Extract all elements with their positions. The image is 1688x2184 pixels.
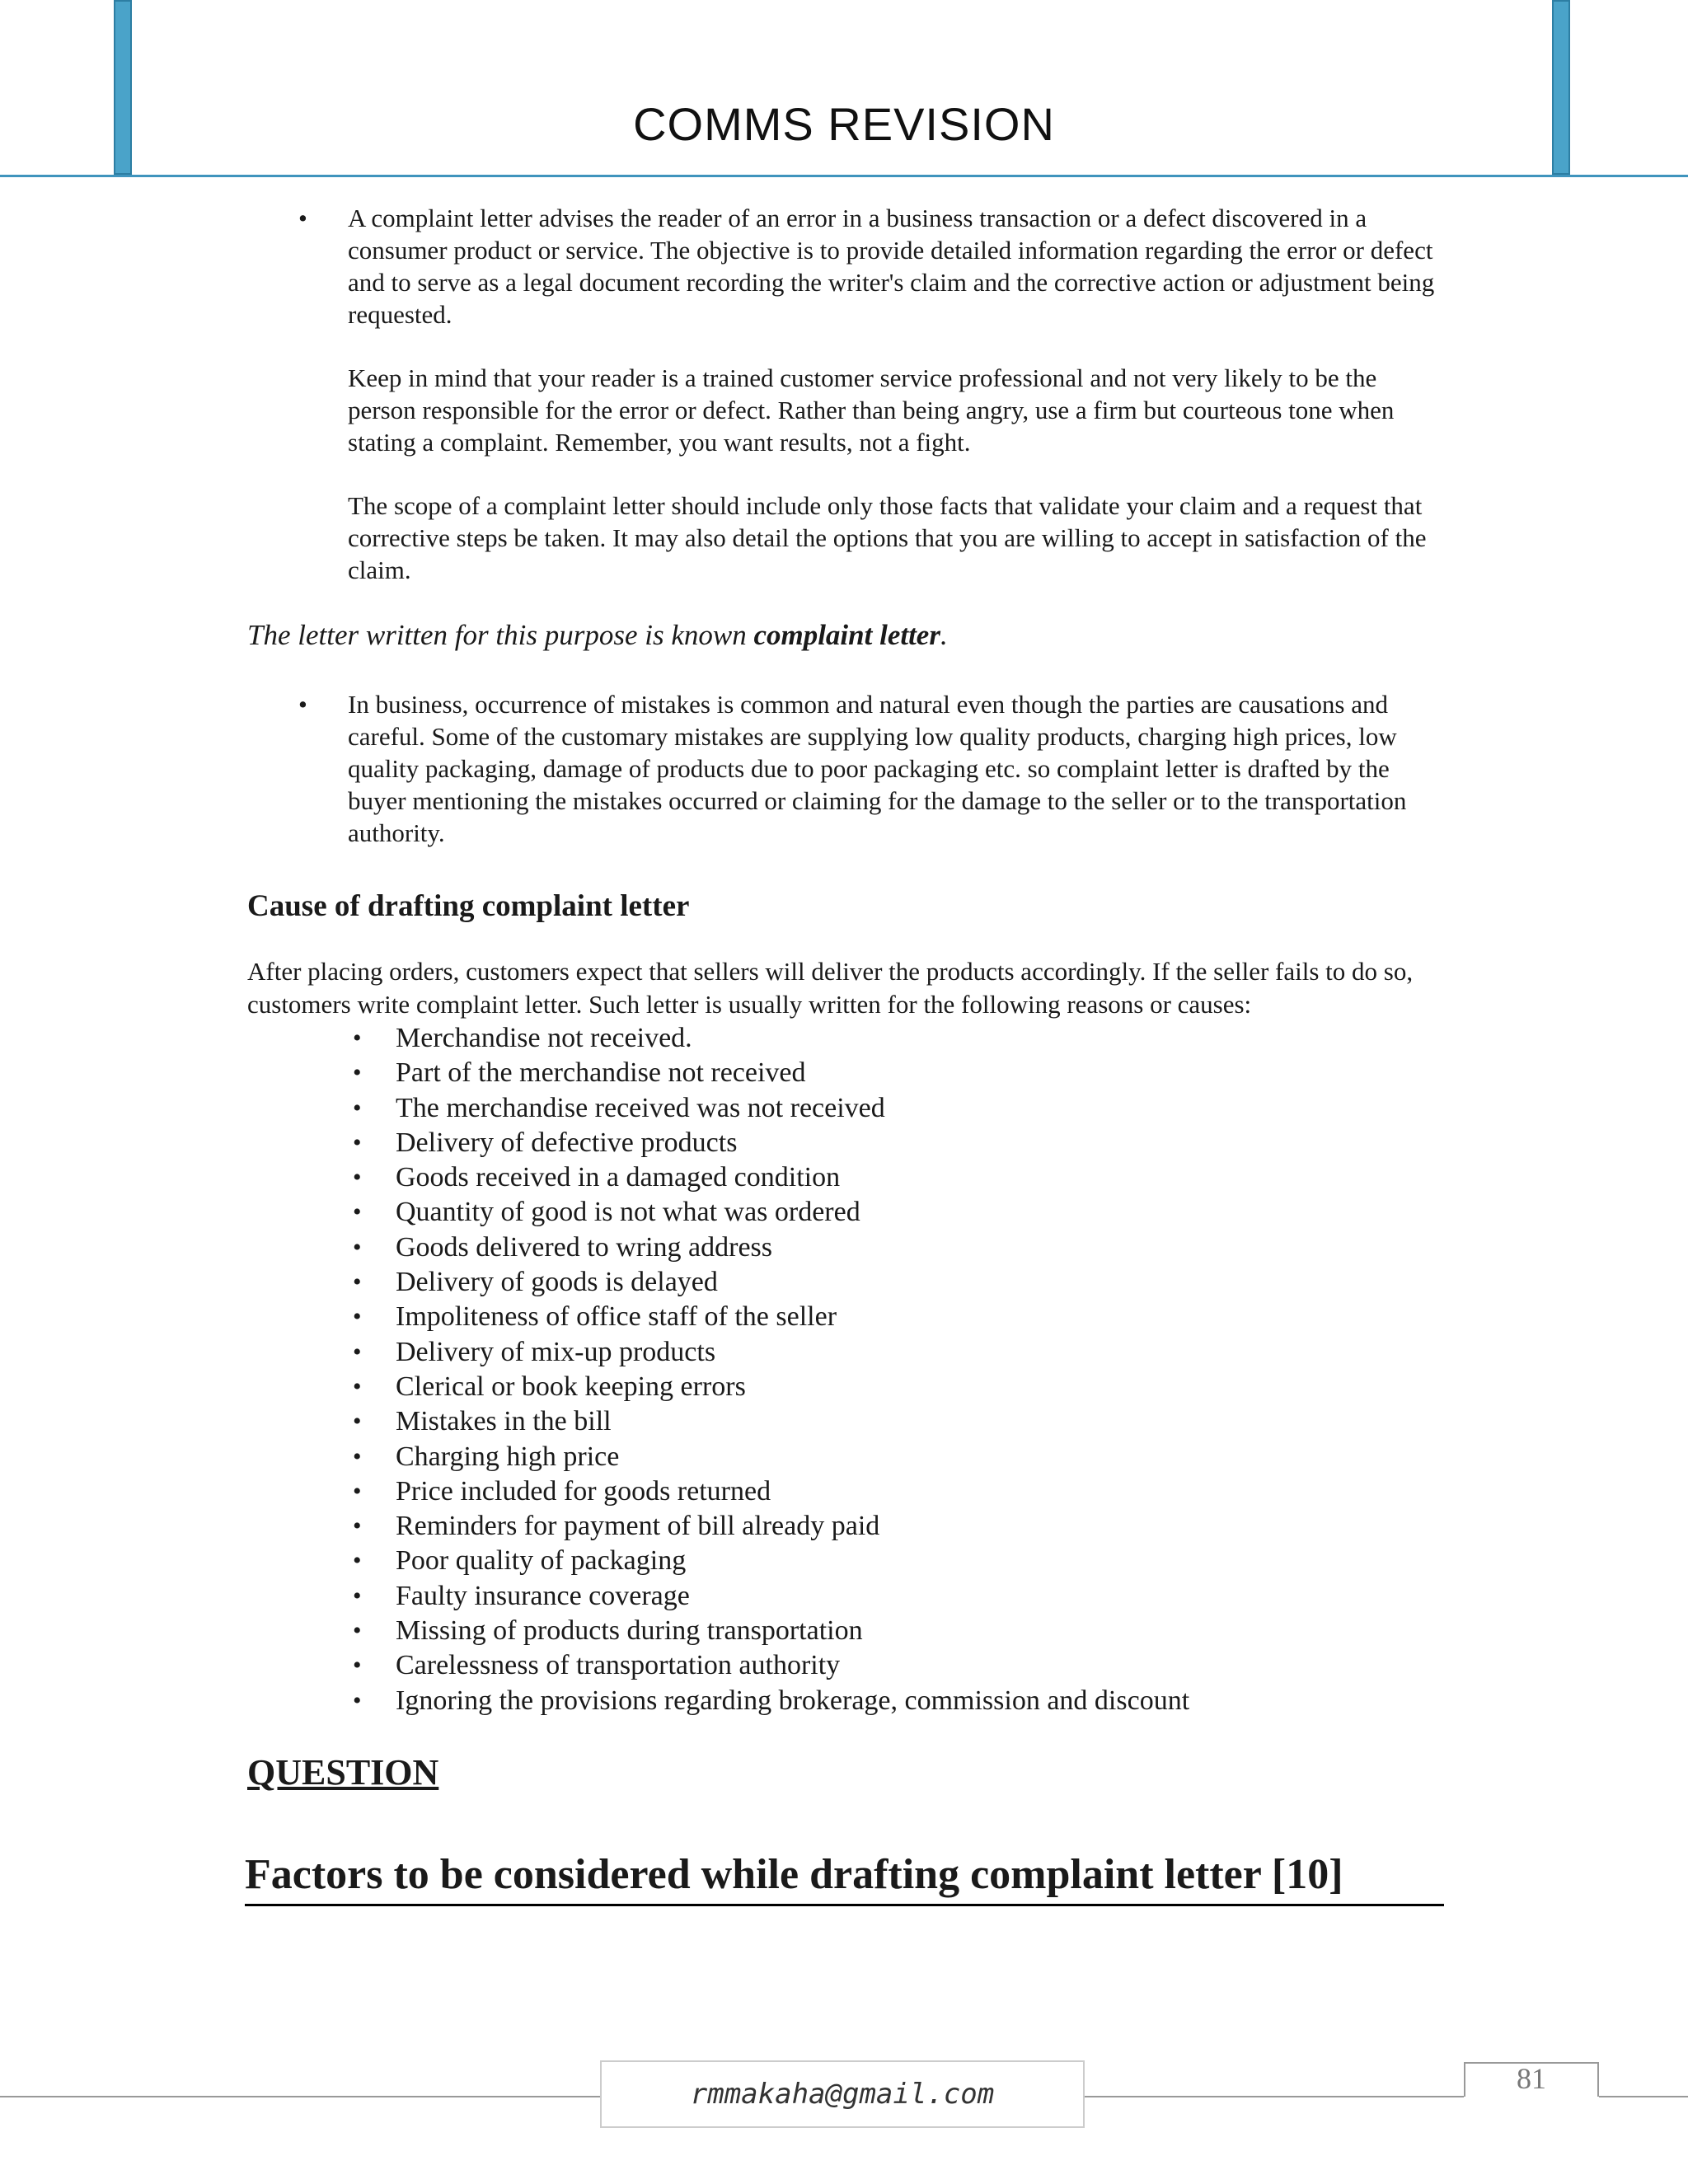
page-header-title: COMMS REVISION: [633, 98, 1055, 150]
bullet-icon: •: [353, 1442, 362, 1470]
paragraph-definition: A complaint letter advises the reader of an error in a business transaction or a defect discovered in a consumer product or service. The objective is to provide detailed information regarding the error or defect and to serve as a legal document recording the writer's claim and the corrective action or adjustment being requested.: [348, 204, 1435, 329]
question-title: Factors to be considered while drafting complaint letter [10]: [245, 1850, 1444, 1906]
list-item: • Clerical or book keeping errors: [396, 1370, 1451, 1404]
page-content: [247, 202, 1451, 1793]
page-number: 81: [1464, 2062, 1599, 2097]
definition-bullet: [247, 202, 1451, 586]
list-item: • Quantity of good is not what was ordered: [396, 1195, 1451, 1230]
section-heading: Cause of drafting complaint letter: [247, 889, 690, 923]
bullet-icon: •: [353, 1652, 362, 1680]
bullet-icon: •: [353, 1024, 362, 1052]
bullet-icon: •: [353, 1059, 362, 1087]
list-item: • The merchandise received was not received: [396, 1091, 1451, 1126]
list-item: • Poor quality of packaging: [396, 1544, 1451, 1578]
list-item: • Impoliteness of office staff of the seller: [396, 1300, 1451, 1334]
bullet-icon: •: [353, 1164, 362, 1192]
list-item: • Delivery of mix-up products: [396, 1335, 1451, 1370]
bullet-icon: •: [353, 1303, 362, 1331]
bullet-icon: •: [353, 1408, 362, 1436]
list-item: • Reminders for payment of bill already paid: [396, 1509, 1451, 1544]
footer-rule-right: [1599, 2096, 1688, 2097]
bullet-icon: •: [353, 1268, 362, 1296]
bullet-icon: •: [353, 1512, 362, 1540]
definition-term: complaint letter: [753, 619, 940, 651]
list-item: • Missing of products during transportation: [396, 1614, 1451, 1648]
definition-line: [247, 619, 1451, 652]
question-label: QUESTION: [247, 1751, 439, 1793]
list-item: • Part of the merchandise not received: [396, 1056, 1451, 1090]
bullet-icon: •: [353, 1094, 362, 1122]
list-item: • Delivery of goods is delayed: [396, 1265, 1451, 1300]
definition-prefix: The letter written for this purpose is known: [247, 619, 754, 651]
causes-list: [247, 1021, 1451, 1718]
bullet-icon: •: [298, 690, 307, 719]
causes-intro: After placing orders, customers expect that sellers will deliver the products accordingly. If the seller fails to do so, customers write complaint letter. Such letter is usually written for the following reasons or causes:: [247, 957, 1414, 1019]
list-item: • Goods delivered to wring address: [396, 1230, 1451, 1265]
header-rule: [0, 175, 1688, 177]
list-item: • Merchandise not received.: [396, 1021, 1451, 1056]
definition-suffix: .: [940, 619, 948, 651]
bullet-icon: •: [353, 1128, 362, 1156]
paragraph-tone: Keep in mind that your reader is a trained customer service professional and not very likely to be the person responsible for the error or defect. Rather than being angry, use a firm but courteous tone when stating a complaint. Remember, you want results, not a fight.: [348, 363, 1395, 457]
list-item: • Faulty insurance coverage: [396, 1579, 1451, 1614]
bullet-icon: •: [353, 1233, 362, 1261]
list-item: • Ignoring the provisions regarding brokerage, commission and discount: [396, 1684, 1451, 1718]
paragraph-scope: The scope of a complaint letter should include only those facts that validate your claim and a request that corrective steps be taken. It may also detail the options that you are willing to accept in satisfaction of the claim.: [348, 491, 1427, 584]
bullet-icon: •: [353, 1372, 362, 1400]
list-item: • Charging high price: [396, 1440, 1451, 1474]
bullet-icon: •: [353, 1582, 362, 1610]
footer-rule-left: [0, 2096, 600, 2097]
footer-rule-middle: [1085, 2096, 1464, 2097]
paragraph-mistakes: In business, occurrence of mistakes is common and natural even though the parties are causations and careful. Some of the customary mistakes are supplying low quality products, charging high prices, low quality packaging, damage of products due to poor packaging etc. so complaint letter is drafted by the buyer mentioning the mistakes occurred or claiming for the damage to the seller or to the transportation authority.: [348, 690, 1407, 847]
mistakes-bullet: [247, 688, 1451, 849]
bullet-icon: •: [353, 1617, 362, 1645]
bullet-icon: •: [353, 1686, 362, 1714]
bullet-icon: •: [353, 1338, 362, 1366]
list-item: • Delivery of defective products: [396, 1126, 1451, 1160]
bullet-icon: •: [353, 1547, 362, 1575]
bullet-icon: •: [353, 1198, 362, 1226]
list-item: • Mistakes in the bill: [396, 1404, 1451, 1439]
footer-email: rmmakaha@gmail.com: [600, 2060, 1085, 2128]
bullet-icon: •: [298, 204, 307, 232]
list-item: • Price included for goods returned: [396, 1474, 1451, 1509]
list-item: • Goods received in a damaged condition: [396, 1160, 1451, 1195]
bullet-icon: •: [353, 1477, 362, 1505]
list-item: • Carelessness of transportation authority: [396, 1648, 1451, 1683]
